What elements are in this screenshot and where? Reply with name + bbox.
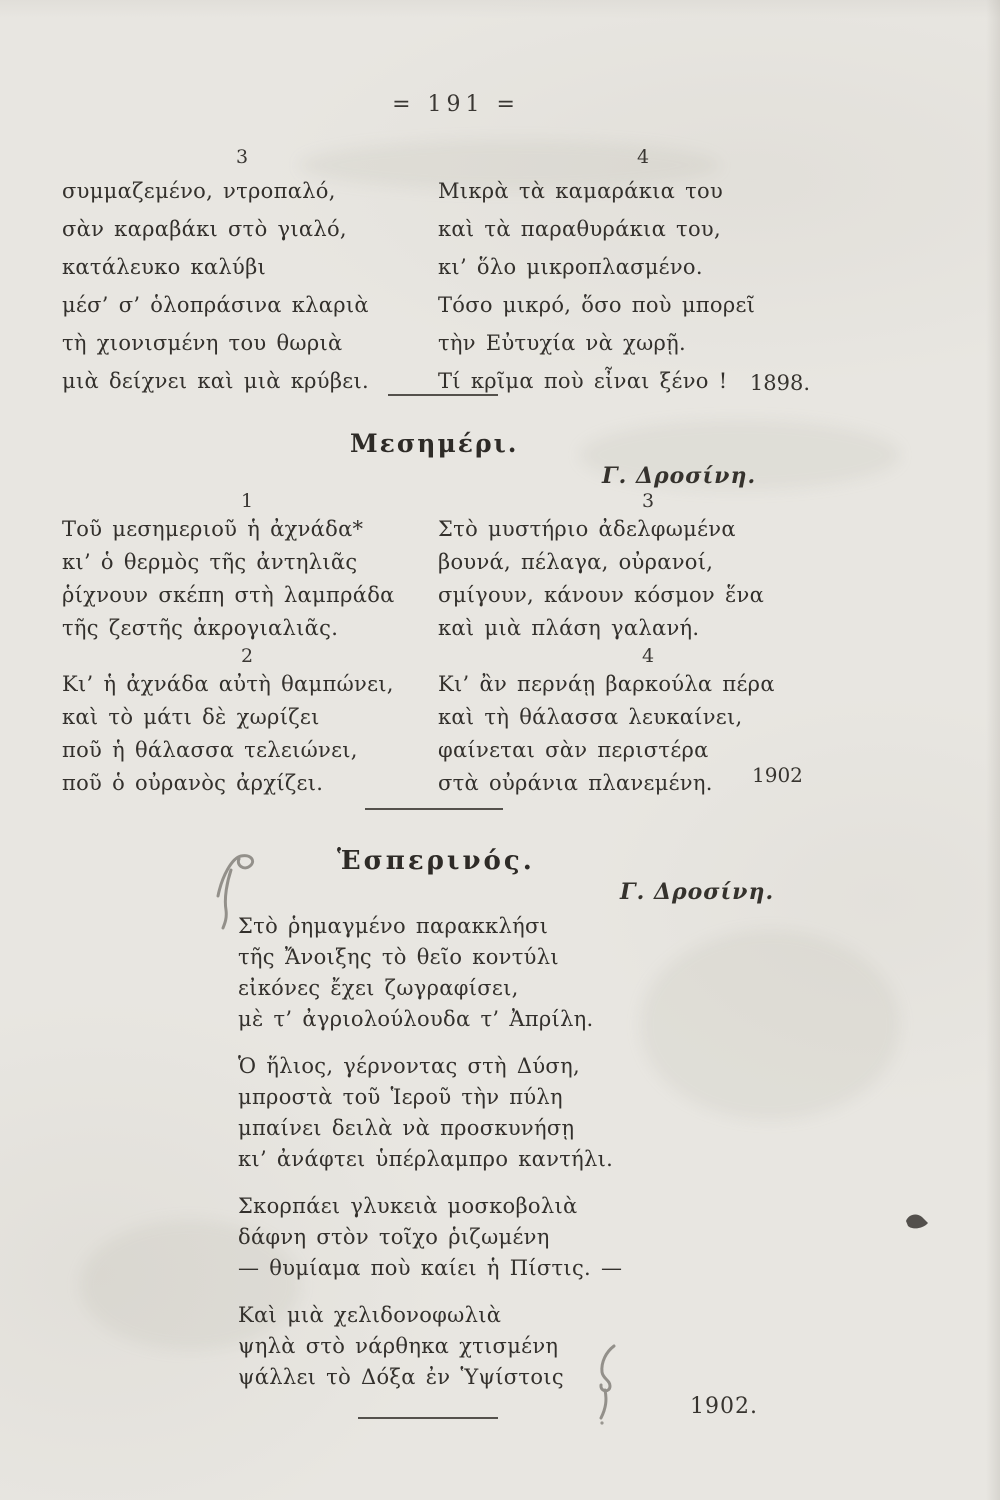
stanza-number: 3 [641, 490, 655, 512]
poem-line: κι’ ἀνάφτει ὑπέρλαμπρο καντήλι. [238, 1147, 614, 1171]
stanza-lines [62, 172, 422, 400]
poem-line: Στὸ ῥημαγμένο παρακκλήσι [238, 914, 549, 938]
stanza-number: 2 [240, 645, 254, 667]
poem-line: Ὁ ἥλιος, γέρνοντας στὴ Δύση, [238, 1054, 580, 1078]
stanza-number: 3 [235, 146, 249, 168]
poem-title-mesimeri: Μεσημέρι. [350, 429, 519, 458]
stanza-lines [62, 668, 432, 800]
poem-line: Κι’ ἂν περνάῃ βαρκούλα πέρα [438, 672, 775, 696]
poem-line: Κι’ ἡ ἀχνάδα αὐτὴ θαμπώνει, [62, 672, 394, 696]
poem-line: μιὰ δείχνει καὶ μιὰ κρύβει. [62, 369, 369, 393]
poem-line: Καὶ μιὰ χελιδονοφωλιὰ [238, 1303, 502, 1327]
stanza [238, 1300, 622, 1393]
poem2-author: Γ. Δροσίνη. [602, 463, 757, 489]
poem-line: Τί κρῖμα ποὺ εἶναι ξένο ! [438, 369, 728, 393]
poem-line: μέσ’ σ’ ὁλοπράσινα κλαριὰ [62, 293, 369, 317]
poem-line: Τοῦ μεσημεριοῦ ἡ ἀχνάδα* [62, 517, 364, 541]
poem3-author: Γ. Δροσίνη. [620, 879, 775, 905]
stanza [238, 911, 622, 1035]
poem2-right-column [438, 490, 858, 800]
poem-line: σμίγουν, κάνουν κόσμον ἕνα [438, 583, 765, 607]
poem3-year: 1902. [690, 1394, 758, 1419]
stanza-lines [438, 172, 848, 400]
page-number: = 191 = [392, 92, 520, 117]
poem-line: ψάλλει τὸ Δόξα ἐν Ὑψίστοις [238, 1365, 564, 1389]
stanza-number: 4 [641, 645, 655, 667]
poem-line: ῥίχνουν σκέπη στὴ λαμπράδα [62, 583, 395, 607]
poem-line: τὴν Εὐτυχία νὰ χωρῇ. [438, 331, 687, 355]
poem1-left-column [62, 146, 422, 400]
poem-line: στὰ οὐράνια πλανεμένη. [438, 771, 713, 795]
paper-smudge [640, 930, 900, 1120]
poem-line: καὶ τὴ θάλασσα λευκαίνει, [438, 705, 743, 729]
poem-line: Σκορπάει γλυκειὰ μοσκοβολιὰ [238, 1194, 578, 1218]
stanza [238, 1051, 622, 1175]
poem2-year: 1902 [752, 763, 803, 787]
poem3-body [238, 911, 622, 1409]
poem-line: ποῦ ἡ θάλασσα τελειώνει, [62, 738, 358, 762]
poem-line: Στὸ μυστήριο ἀδελφωμένα [438, 517, 736, 541]
poem-line: εἰκόνες ἔχει ζωγραφίσει, [238, 976, 519, 1000]
poem-line: τῆς Ἄνοιξης τὸ θεῖο κοντύλι [238, 945, 559, 969]
stanza-number: 4 [636, 146, 650, 168]
ink-blot [903, 1210, 931, 1234]
section-divider [358, 1417, 498, 1419]
poem-line: κι’ ὅλο μικροπλασμένο. [438, 255, 703, 279]
poem1-right-column [438, 146, 848, 400]
poem-line: Τόσο μικρό, ὅσο ποὺ μπορεῖ [438, 293, 756, 317]
poem-line: καὶ μιὰ πλάση γαλανή. [438, 616, 700, 640]
stanza-number: 1 [240, 490, 254, 512]
poem-line: ψηλὰ στὸ νάρθηκα χτισμένη [238, 1334, 559, 1358]
poem-line: — θυμίαμα ποὺ καίει ἡ Πίστις. — [238, 1256, 623, 1280]
stanza [238, 1191, 622, 1284]
poem-line: καὶ τὸ μάτι δὲ χωρίζει [62, 705, 320, 729]
poem1-year: 1898. [749, 371, 810, 395]
poem-line: κι’ ὁ θερμὸς τῆς ἀντηλιᾶς [62, 550, 358, 574]
poem-line: φαίνεται σὰν περιστέρα [438, 738, 709, 762]
poem-line: μπαίνει δειλὰ νὰ προσκυνήσῃ [238, 1116, 575, 1140]
poem-line: βουνά, πέλαγα, οὐρανοί, [438, 550, 714, 574]
stanza-lines [62, 513, 432, 645]
poem-line: συμμαζεμένο, ντροπαλό, [62, 179, 336, 203]
poem2-left-column [62, 490, 432, 800]
stanza-lines [438, 513, 858, 645]
poem-line: καὶ τὰ παραθυράκια του, [438, 217, 721, 241]
poem-line: Μικρὰ τὰ καμαράκια του [438, 179, 724, 203]
poem-line: κατάλευκο καλύβι [62, 255, 267, 279]
poem-line: μὲ τ’ ἀγριολούλουδα τ’ Ἀπρίλη. [238, 1007, 594, 1031]
section-divider [388, 394, 498, 396]
poem-line: ποῦ ὁ οὐρανὸς ἀρχίζει. [62, 771, 324, 795]
poem-line: τὴ χιονισμένη του θωριὰ [62, 331, 343, 355]
poem-line: τῆς ζεστῆς ἀκρογιαλιᾶς. [62, 616, 339, 640]
poem-line: δάφνη στὸν τοῖχο ῥιζωμένη [238, 1225, 550, 1249]
poem-title-esperinos: Ἑσπερινός. [337, 846, 535, 876]
poem-line: σὰν καραβάκι στὸ γιαλό, [62, 217, 347, 241]
poem-line: μπροστὰ τοῦ Ἱεροῦ τὴν πύλη [238, 1085, 563, 1109]
pencil-flourish-annotation [583, 1342, 625, 1426]
section-divider [365, 808, 503, 810]
